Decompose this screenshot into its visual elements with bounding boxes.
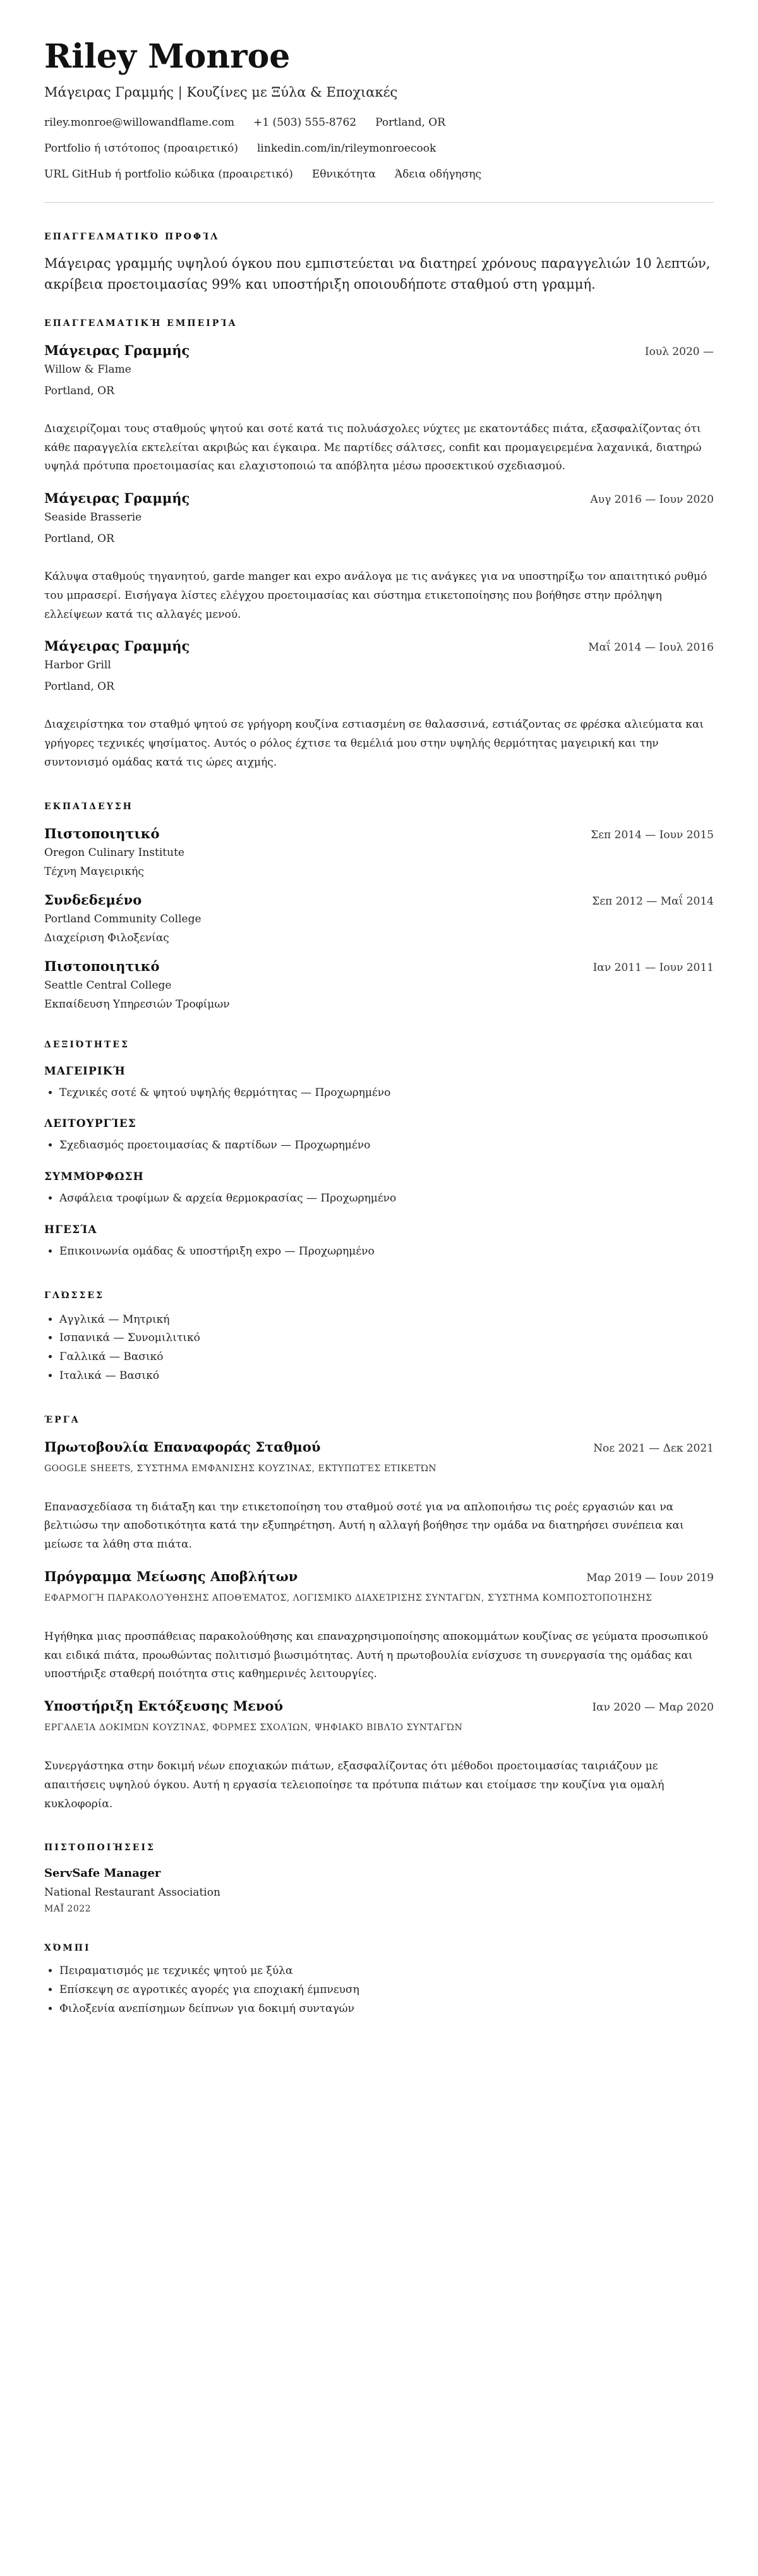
project-title: Πρόγραμμα Μείωσης Αποβλήτων: [44, 1568, 298, 1584]
cert-issuer: National Restaurant Association: [44, 1886, 220, 1899]
skill-category: ΜΑΓΕΙΡΙΚΉ: [44, 1064, 126, 1078]
experience-entry: [44, 490, 714, 624]
skill-item: • Επικοινωνία ομάδας & υποστήριξη expo — Προχωρημένο: [59, 1243, 714, 1261]
email-link[interactable]: riley.monroe@willowandflame.com: [44, 116, 235, 129]
field-of-study: Εκπαίδευση Υπηρεσιών Τροφίμων: [44, 997, 230, 1011]
education-entry: [44, 958, 714, 1011]
project-entry: [44, 1439, 714, 1555]
job-location: Portland, OR: [44, 533, 114, 546]
candidate-tagline: Μάγειρας Γραμμής | Κουζίνες με Ξύλα & Εποχιακές: [44, 84, 398, 100]
linkedin-link[interactable]: linkedin.com/in/rileymonroecook: [257, 141, 436, 155]
field-of-study: Διαχείριση Φιλοξενίας: [44, 931, 169, 944]
hobby-item: • Επίσκεψη σε αγροτικές αγορές για εποχιακή έμπνευση: [59, 1981, 714, 2000]
project-description: Συνεργάστηκα στην δοκιμή νέων εποχιακών πιάτων, εξασφαλίζοντας ότι μέθοδοι προετοιμασίας ταιριάζουν με απαιτήσεις υψηλού όγκου. Αυτή η εργασία τελειοποίησε τα πρότυπα πιάτων και ετοίμασε την κουζίνα για ομαλή κυκλοφορία.: [44, 1760, 665, 1810]
nationality-text: Εθνικότητα: [311, 167, 376, 181]
project-tech: ΕΡΓΑΛΕΊΑ ΔΟΚΙΜΏΝ ΚΟΥΖΊΝΑΣ, ΦΌΡΜΕΣ ΣΧΟΛΊΩΝ, ΨΗΦΙΑΚΌ ΒΙΒΛΊΟ ΣΥΝΤΑΓΏΝ: [44, 1723, 463, 1733]
field-of-study: Τέχνη Μαγειρικής: [44, 865, 144, 878]
school-name: Seattle Central College: [44, 978, 172, 992]
candidate-name: Riley Monroe: [44, 37, 291, 76]
project-description: Επανασχεδίασα τη διάταξη και την ετικετοποίηση του σταθμού σοτέ για να απλοποιήσω τις ροές εργασιών και να βελτιώσω την αποδοτικότητα κατά την εξυπηρέτηση. Αυτή η αλλαγή βοήθησε την ομάδα να διατηρήσει συνέπεια και μείωσε τα λάθη στα πιάτα.: [44, 1500, 684, 1551]
experience-entry: [44, 638, 714, 772]
job-location: Portland, OR: [44, 680, 114, 694]
skill-list: [44, 1243, 714, 1261]
skill-list: [44, 1136, 714, 1155]
job-dates: Ιουλ 2020 —: [644, 345, 714, 358]
language-list: [44, 1311, 714, 1386]
language-item: • Γαλλικά — Βασικό: [59, 1348, 714, 1367]
project-dates: Μαρ 2019 — Ιουν 2019: [586, 1571, 714, 1584]
degree-title: Συνδεδεμένο: [44, 891, 142, 908]
school-name: Portland Community College: [44, 912, 202, 925]
header-divider: [44, 202, 714, 203]
github-link[interactable]: URL GitHub ή portfolio κώδικα (προαιρετικό): [44, 167, 293, 181]
contact-row-primary: [44, 116, 714, 129]
profile-summary: Μάγειρας γραμμής υψηλού όγκου που εμπιστεύεται να διατηρεί χρόνους παραγγελιών 10 λεπτών, ακρίβεια προετοιμασίας 99% και υποστήριξη οποιουδήποτε σταθμού στη γραμμή.: [44, 255, 711, 292]
job-location: Portland, OR: [44, 384, 114, 397]
experience-entry: [44, 342, 714, 476]
skill-category: ΗΓΕΣΊΑ: [44, 1223, 97, 1236]
job-description: Κάλυψα σταθμούς τηγανητού, garde manger και expo ανάλογα με τις ανάγκες για να υποστηρίξω τον απαιτητικό ρυθμό του μπρασερί. Εισήγαγα λίστες ελέγχου προετοιμασίας και σύστημα ετικετοποίησης που βοήθησε στην πρόληψη ελλείψεων κατά τις αλλαγές μενού.: [44, 570, 707, 621]
project-title: Υποστήριξη Εκτόξευσης Μενού: [44, 1698, 284, 1714]
contact-row-extra: [44, 168, 714, 181]
portfolio-link[interactable]: Portfolio ή ιστότοπος (προαιρετικό): [44, 141, 238, 155]
skill-list: [44, 1189, 714, 1208]
experience-heading: ΕΠΑΓΓΕΛΜΑΤΙΚΉ ΕΜΠΕΙΡΊΑ: [44, 318, 238, 328]
job-dates: Αυγ 2016 — Ιουν 2020: [590, 493, 714, 507]
profile-heading: ΕΠΑΓΓΕΛΜΑΤΙΚΌ ΠΡΟΦΊΛ: [44, 231, 220, 242]
language-item: • Ιταλικά — Βασικό: [59, 1367, 714, 1386]
profile-section: [44, 232, 714, 296]
project-description: Ηγήθηκα μιας προσπάθειας παρακολούθησης και επαναχρησιμοποίησης αποκομμάτων κουζίνας σε γεύματα προσωπικού και ειδικά πιάτα, προωθώντας πολιτισμό βιωσιμότητας. Αυτή η πρωτοβουλία ενίσχυσε τη συνεργασία της ομάδας και υποστήριξε σταθερή ποιότητα στις καθημερινές λειτουργίες.: [44, 1630, 708, 1681]
skill-category: ΣΥΜΜΌΡΦΩΣΗ: [44, 1171, 144, 1184]
skills-section: [44, 1040, 714, 1261]
skill-list: [44, 1084, 714, 1103]
language-item: • Αγγλικά — Μητρική: [59, 1311, 714, 1330]
company-name: Willow & Flame: [44, 363, 131, 376]
job-title: Μάγειρας Γραμμής: [44, 342, 190, 358]
phone-text[interactable]: +1 (503) 555-8762: [253, 116, 357, 129]
education-dates: Σεπ 2014 — Ιουν 2015: [591, 828, 714, 841]
location-text: Portland, OR: [375, 116, 446, 129]
job-description: Διαχειρίστηκα τον σταθμό ψητού σε γρήγορη κουζίνα εστιασμένη σε θαλασσινά, εστιάζοντας σε φρέσκα αλιεύματα και γρήγορες τεχνικές ψησίματος. Αυτός ο ρόλος έχτισε τα θεμέλιά μου στην υψηλής θερμότητας μαγειρική και την συντονισμό ομάδας κατά τις ώρες αιχμής.: [44, 718, 704, 769]
cert-date: ΜΑΪ́ 2022: [44, 1904, 92, 1915]
contact-row-links: [44, 142, 714, 155]
skill-category: ΛΕΙΤΟΥΡΓΊΕΣ: [44, 1117, 136, 1131]
project-dates: Νοε 2021 — Δεκ 2021: [593, 1441, 714, 1455]
certifications-heading: ΠΙΣΤΟΠΟΙΉΣΕΙΣ: [44, 1843, 155, 1853]
school-name: Oregon Culinary Institute: [44, 846, 184, 859]
degree-title: Πιστοποιητικό: [44, 825, 160, 841]
skill-item: • Ασφάλεια τροφίμων & αρχεία θερμοκρασίας — Προχωρημένο: [59, 1189, 714, 1208]
job-title: Μάγειρας Γραμμής: [44, 638, 190, 654]
education-heading: ΕΚΠΑΊΔΕΥΣΗ: [44, 801, 133, 812]
hobbies-heading: ΧΌΜΠΙ: [44, 1943, 91, 1954]
education-entry: [44, 826, 714, 878]
resume-header: [44, 38, 714, 203]
hobby-item: • Πειραματισμός με τεχνικές ψητού με ξύλα: [59, 1962, 714, 1981]
education-dates: Σεπ 2012 — Μαΐ 2014: [592, 894, 714, 908]
project-entry: [44, 1698, 714, 1814]
certifications-section: [44, 1843, 714, 1914]
hobbies-section: [44, 1943, 714, 2018]
projects-heading: ΈΡΓΑ: [44, 1414, 80, 1425]
skill-item: • Τεχνικές σοτέ & ψητού υψηλής θερμότητας — Προχωρημένο: [59, 1084, 714, 1103]
languages-heading: ΓΛΏΣΣΕΣ: [44, 1290, 104, 1301]
degree-title: Πιστοποιητικό: [44, 958, 160, 974]
education-dates: Ιαν 2011 — Ιουν 2011: [593, 961, 714, 974]
skill-item: • Σχεδιασμός προετοιμασίας & παρτίδων — Προχωρημένο: [59, 1136, 714, 1155]
project-entry: [44, 1568, 714, 1684]
education-section: [44, 802, 714, 1011]
hobby-list: [44, 1962, 714, 2018]
cert-title: ServSafe Manager: [44, 1867, 161, 1881]
skills-heading: ΔΕΞΙΌΤΗΤΕΣ: [44, 1039, 129, 1050]
hobby-item: • Φιλοξενία ανεπίσημων δείπνων για δοκιμή συνταγών: [59, 2000, 714, 2019]
education-entry: [44, 892, 714, 944]
project-tech: ΕΦΑΡΜΟΓΉ ΠΑΡΑΚΟΛΟΎΘΗΣΗΣ ΑΠΟΘΈΜΑΤΟΣ, ΛΟΓΙΣΜΙΚΌ ΔΙΑΧΕΊΡΙΣΗΣ ΣΥΝΤΑΓΏΝ, ΣΎΣΤΗΜΑ ΚΟΜΠΟΣΤΟΠΟΊΗΣΗΣ: [44, 1592, 653, 1603]
job-dates: Μαΐ 2014 — Ιουλ 2016: [588, 641, 714, 654]
license-text: Άδεια οδήγησης: [394, 167, 482, 181]
languages-section: [44, 1291, 714, 1386]
project-tech: GOOGLE SHEETS, ΣΎΣΤΗΜΑ ΕΜΦΆΝΙΣΗΣ ΚΟΥΖΊΝΑΣ, ΕΚΤΥΠΩΤΈΣ ΕΤΙΚΕΤΏΝ: [44, 1463, 437, 1474]
job-title: Μάγειρας Γραμμής: [44, 490, 190, 507]
job-description: Διαχειρίζομαι τους σταθμούς ψητού και σοτέ κατά τις πολυάσχολες νύχτες με εκατοντάδες πιάτα, εξασφαλίζοντας ότι κάθε παραγγελία εκτελείται ακριβώς και έγκαιρα. Με παρτίδες σάλτσες, confit και προμαγειρεμένα λαχανικά, διατηρώ υψηλά πρότυπα προετοιμασίας και ελαχιστοποιώ τα απόβλητα μέσω προσεκτικού σχεδιασμού.: [44, 422, 702, 473]
company-name: Seaside Brasserie: [44, 511, 142, 524]
company-name: Harbor Grill: [44, 659, 111, 672]
language-item: • Ισπανικά — Συνομιλιτικό: [59, 1329, 714, 1348]
experience-section: [44, 318, 714, 773]
project-dates: Ιαν 2020 — Μαρ 2020: [592, 1701, 714, 1714]
project-title: Πρωτοβουλία Επαναφοράς Σταθμού: [44, 1438, 321, 1455]
projects-section: [44, 1415, 714, 1814]
